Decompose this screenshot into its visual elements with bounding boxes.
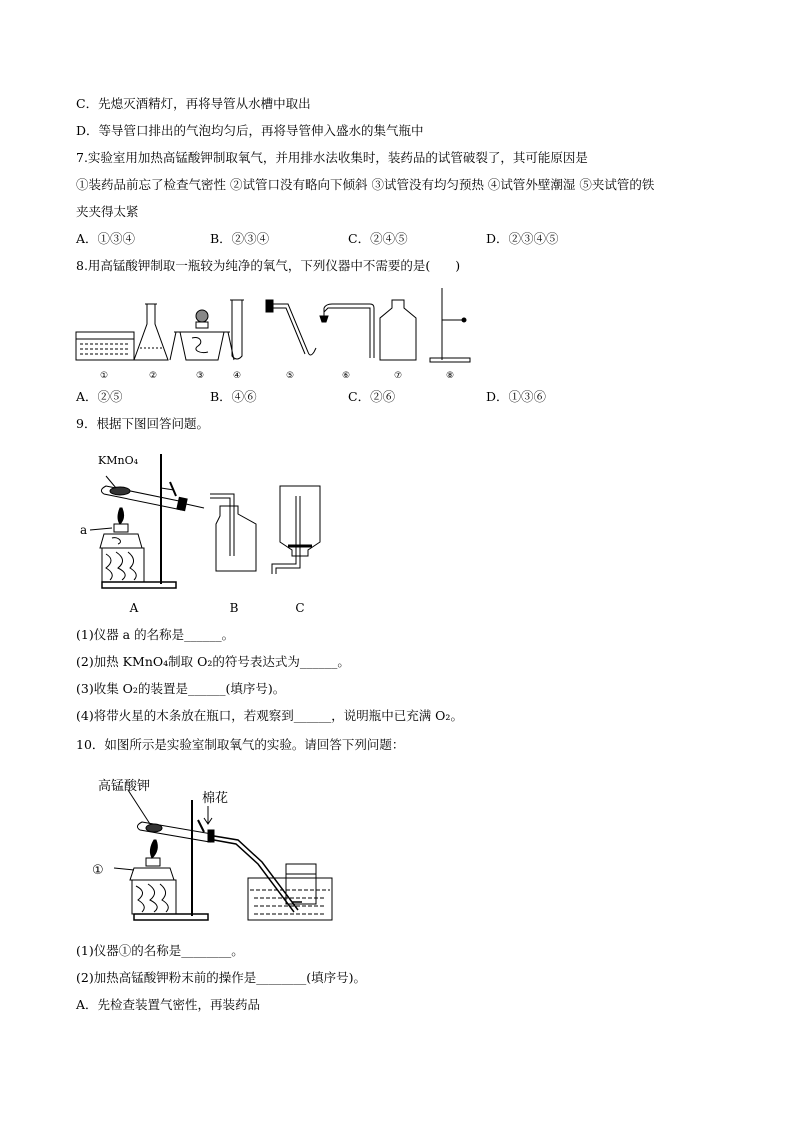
q8-apparatus-figure	[70, 282, 480, 382]
q10-apparatus-figure	[90, 770, 350, 930]
kmno4-label: 高锰酸钾	[98, 779, 151, 794]
q7-stem: 7.实验室用加热高锰酸钾制取氧气，并用排水法收集时，装药品的试管破裂了，其可能原因是	[76, 150, 588, 165]
q9-sub1: (1)仪器 a 的名称是______。	[76, 627, 235, 642]
delivery-tube-icon	[266, 300, 316, 355]
figure-label-a: A	[129, 601, 139, 615]
q8-option-a: A．②⑤	[76, 389, 123, 404]
q8-option-c: C．②⑥	[348, 389, 396, 404]
prev-option-d: D．等导管口排出的气泡均匀后，再将导管伸入盛水的集气瓶中	[76, 123, 424, 138]
q9-sub3: (3)收集 O₂的装置是______(填序号)。	[76, 681, 286, 696]
kmno4-label: KMnO₄	[98, 454, 138, 467]
q9-apparatus-figure	[76, 446, 336, 621]
prev-option-c: C．先熄灭酒精灯，再将导管从水槽中取出	[76, 96, 311, 111]
q9-stem: 9．根据下图回答问题。	[76, 416, 209, 431]
iron-stand-icon	[430, 288, 470, 362]
instrument-a-label: a	[80, 523, 88, 537]
q7-option-d: D．②③④⑤	[486, 231, 559, 246]
q7-option-b: B．②③④	[210, 231, 270, 246]
q8-option-d: D．①③⑥	[486, 389, 547, 404]
gas-bottle-c-icon	[272, 486, 320, 574]
apparatus-label: ⑥	[341, 371, 351, 381]
bent-tube-icon	[320, 304, 374, 358]
q10-sub2: (2)加热高锰酸钾粉末前的操作是________(填序号)。	[76, 970, 366, 985]
wooden-block-icon	[102, 548, 144, 582]
gas-bottle-icon	[380, 300, 416, 360]
instrument-1-label: ①	[92, 863, 104, 878]
apparatus-label: ⑤	[285, 371, 295, 381]
q7-reasons-line2: 夹夹得太紧	[76, 204, 139, 219]
apparatus-label: ⑧	[445, 371, 455, 381]
apparatus-label: ⑦	[393, 371, 403, 381]
apparatus-label: ②	[148, 371, 158, 381]
q10-option-a: A．先检查装置气密性，再装药品	[76, 997, 261, 1012]
q9-sub4: (4)将带火星的木条放在瓶口，若观察到______，说明瓶中已充满 O₂。	[76, 708, 463, 723]
apparatus-label: ③	[195, 371, 205, 381]
gas-bottle-b-icon	[210, 494, 256, 571]
q10-sub1: (1)仪器①的名称是________。	[76, 943, 244, 958]
flame-icon	[150, 840, 157, 858]
q8-option-b: B．④⑥	[210, 389, 257, 404]
cotton-label: 棉花	[202, 791, 229, 806]
figure-label-c: C	[295, 601, 305, 615]
q9-sub2: (2)加热 KMnO₄制取 O₂的符号表达式为______。	[76, 654, 350, 669]
apparatus-label: ①	[99, 371, 109, 381]
water-trough-icon	[76, 332, 134, 360]
conical-flask-icon	[134, 304, 168, 360]
test-tube-icon	[230, 300, 244, 359]
alcohol-lamp-icon	[170, 310, 234, 360]
figure-label-b: B	[229, 601, 239, 615]
apparatus-label: ④	[232, 371, 242, 381]
q8-stem: 8.用高锰酸钾制取一瓶较为纯净的氧气，下列仪器中不需要的是( )	[76, 258, 461, 273]
kmno4-powder	[110, 487, 130, 495]
q7-option-a: A．①③④	[76, 231, 136, 246]
q7-option-c: C．②④⑤	[348, 231, 408, 246]
q10-stem: 10．如图所示是实验室制取氧气的实验。请回答下列问题：	[76, 737, 405, 752]
q7-reasons-line1: ①装药品前忘了检查气密性 ②试管口没有略向下倾斜 ③试管没有均匀预热 ④试管外壁潮湿 ⑤夹试管的铁	[76, 177, 655, 192]
flame-icon	[118, 508, 124, 524]
wooden-block-icon	[132, 880, 176, 914]
